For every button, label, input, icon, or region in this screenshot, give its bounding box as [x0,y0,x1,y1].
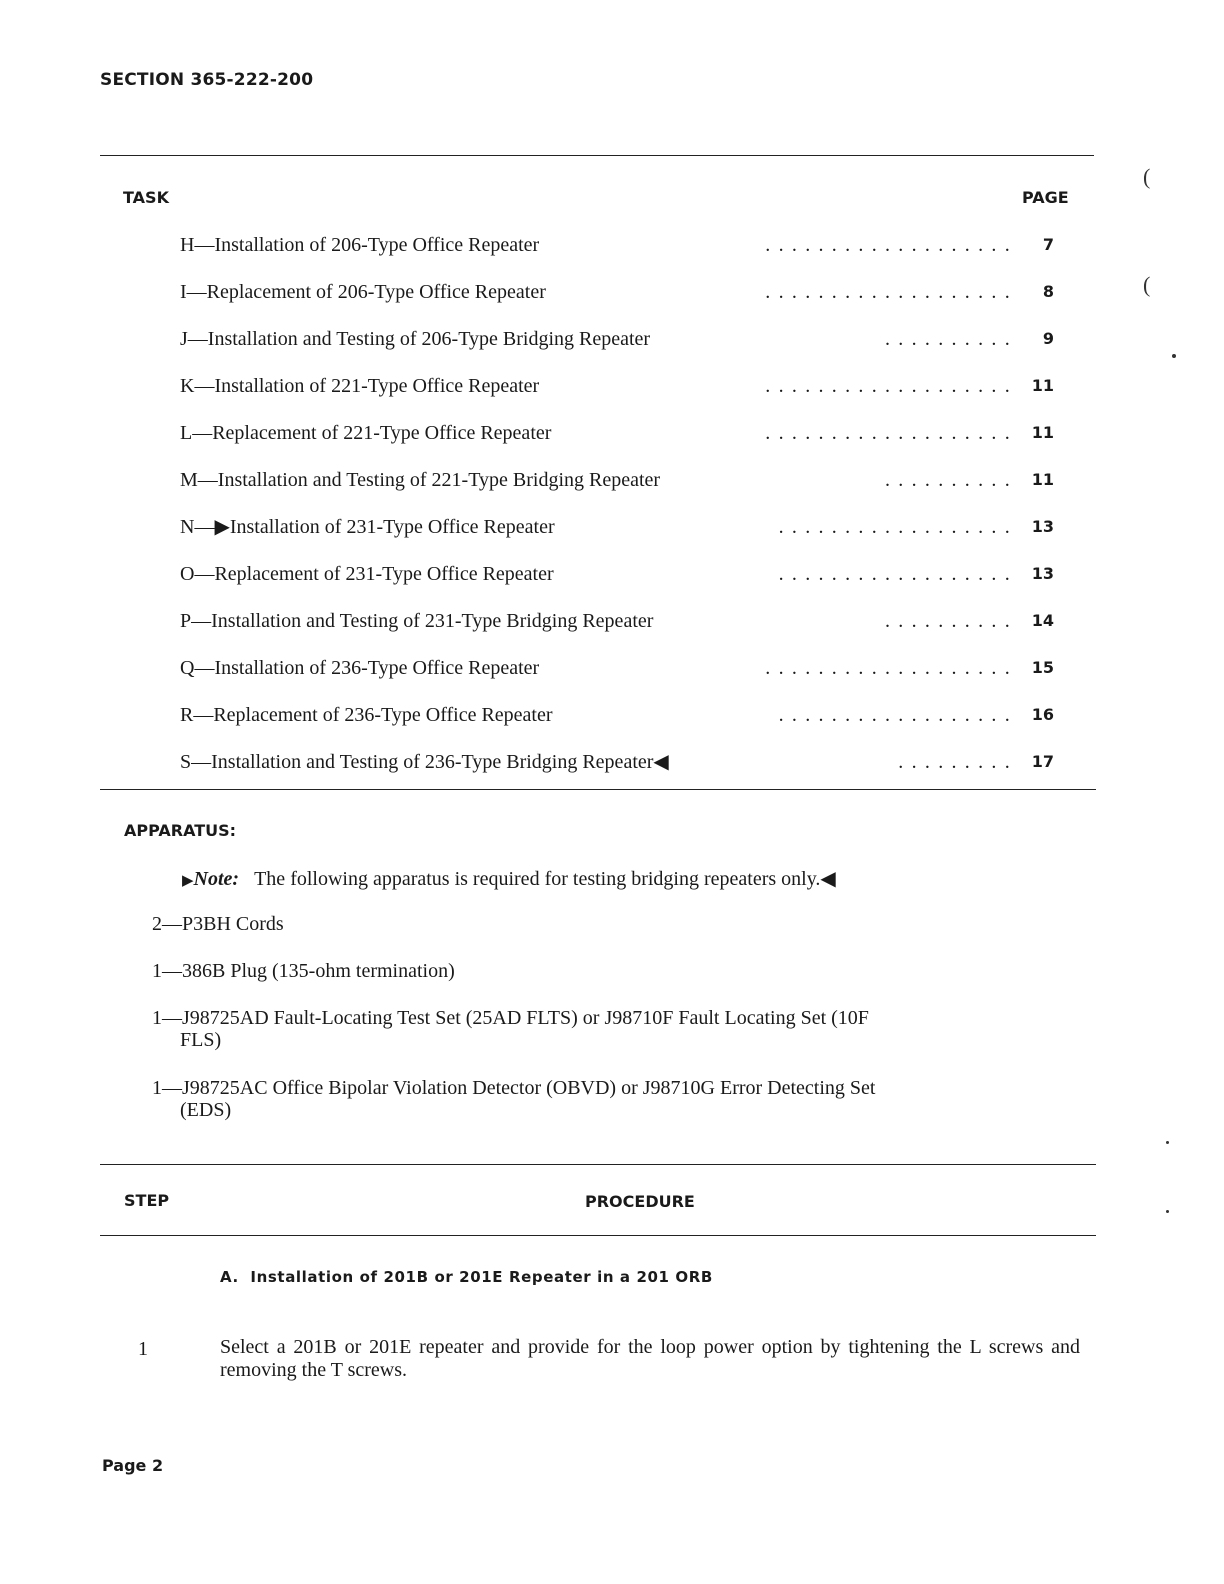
apparatus-item [152,1007,1032,1051]
procedure-header-rule [100,1235,1096,1236]
leader-dots: ................... [765,281,1018,303]
note-text: The following apparatus is required for testing bridging repeaters only.◀ [254,868,836,890]
toc-row-page: 15 [1031,658,1054,677]
toc-row [180,232,1060,258]
toc-row [180,561,1060,587]
toc-row-label: J—Installation and Testing of 206-Type Bridging Repeater [180,328,651,350]
procedure-column-heading: PROCEDURE [585,1192,695,1211]
task-column-heading: TASK [123,188,169,207]
toc-row-page: 9 [1042,329,1054,348]
step-column-heading: STEP [124,1191,170,1210]
section-number: SECTION 365-222-200 [100,70,314,90]
apparatus-item-text: 1—J98725AC Office Bipolar Violation Detector (OBVD) or J98710G Error Detecting Set [152,1077,876,1099]
toc-row [180,467,1060,493]
apparatus-item-text: 2—P3BH Cords [152,913,284,935]
toc-row-page: 16 [1031,705,1054,724]
toc-top-rule [100,155,1094,156]
toc-row-page: 13 [1031,564,1054,583]
leader-dots: ................... [765,234,1018,256]
margin-paren-mark: ( [1143,272,1151,297]
procedure-subheading: A. Installation of 201B or 201E Repeater in a 201 ORB [220,1268,713,1286]
note-start-marker: ▶ [182,873,194,889]
toc-row [180,749,1060,775]
toc-row-label: P—Installation and Testing of 231-Type Bridging Repeater [180,610,654,632]
apparatus-item [152,1077,1032,1121]
toc-row [180,326,1060,352]
toc-row-label: N—▶Installation of 231-Type Office Repeater [180,516,555,538]
apparatus-note [182,866,836,891]
toc-row-label: K—Installation of 221-Type Office Repeater [180,375,540,397]
toc-row [180,514,1060,540]
toc-row-page: 7 [1042,235,1054,254]
toc-row-label: S—Installation and Testing of 236-Type Bridging Repeater◀ [180,751,669,773]
margin-speck [1166,1141,1169,1144]
page-column-heading: PAGE [1022,188,1069,207]
toc-bottom-rule [100,789,1096,790]
page-number: Page 2 [102,1456,164,1475]
leader-dots: ......... [898,751,1018,773]
leader-dots: .......... [885,328,1018,350]
margin-speck [1172,354,1176,358]
apparatus-heading: APPARATUS: [124,821,237,840]
note-label: Note: [193,868,240,890]
step-text: Select a 201B or 201E repeater and provide for the loop power option by tightening the L screws and removing the T screws. [220,1336,1080,1381]
leader-dots: ................... [765,375,1018,397]
toc-row-label: L—Replacement of 221-Type Office Repeater [180,422,552,444]
toc-row-label: Q—Installation of 236-Type Office Repeater [180,657,540,679]
toc-row-page: 11 [1031,423,1054,442]
step-number: 1 [138,1338,148,1360]
apparatus-item-text: 1—J98725AD Fault-Locating Test Set (25AD FLTS) or J98710F Fault Locating Set (10F [152,1007,869,1029]
toc-row [180,279,1060,305]
apparatus-item-text: 1—386B Plug (135-ohm termination) [152,960,455,982]
leader-dots: ................... [765,422,1018,444]
leader-dots: .......... [885,610,1018,632]
margin-speck [1166,1210,1169,1213]
procedure-top-rule [100,1164,1096,1165]
toc-row [180,420,1060,446]
leader-dots: ................... [765,657,1018,679]
toc-row-page: 8 [1042,282,1054,301]
apparatus-item-continuation: FLS) [180,1029,222,1051]
leader-dots: .................. [778,516,1018,538]
toc-row [180,702,1060,728]
toc-row-page: 11 [1031,376,1054,395]
toc-row-label: R—Replacement of 236-Type Office Repeater [180,704,553,726]
toc-row-page: 17 [1031,752,1054,771]
toc-row [180,655,1060,681]
leader-dots: .......... [885,469,1018,491]
toc-row-label: O—Replacement of 231-Type Office Repeater [180,563,554,585]
toc-row [180,373,1060,399]
apparatus-item-continuation: (EDS) [180,1099,232,1121]
toc-row-page: 13 [1031,517,1054,536]
leader-dots: .................. [778,704,1018,726]
apparatus-item [152,960,1032,982]
leader-dots: .................. [778,563,1018,585]
toc-row-label: M—Installation and Testing of 221-Type Bridging Repeater [180,469,661,491]
toc-row [180,608,1060,634]
toc-row-label: H—Installation of 206-Type Office Repeater [180,234,540,256]
toc-row-label: I—Replacement of 206-Type Office Repeater [180,281,546,303]
toc-row-page: 14 [1031,611,1054,630]
toc-row-page: 11 [1031,470,1054,489]
apparatus-item [152,913,1032,935]
margin-paren-mark: ( [1143,164,1151,189]
